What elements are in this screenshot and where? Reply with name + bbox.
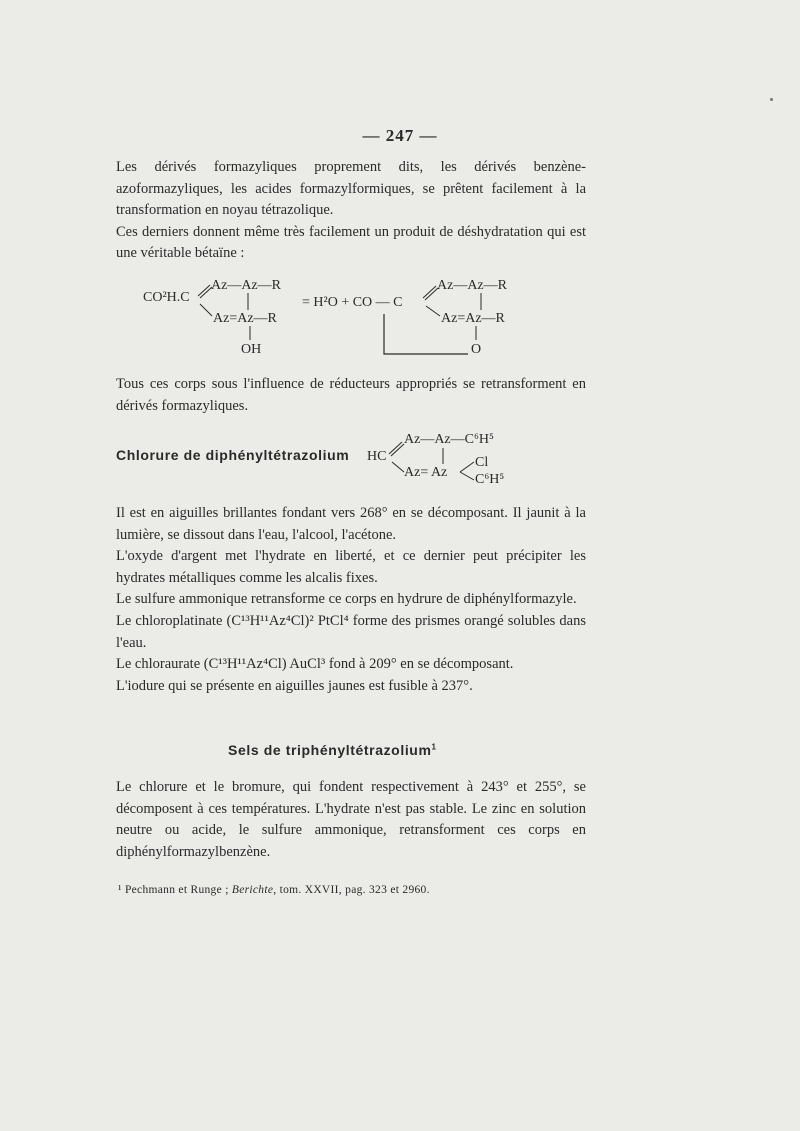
paragraph-sels [116, 777, 586, 863]
paragraph-7: Le chloroplatinate (C¹³H¹¹Az⁴Cl)² PtCl⁴ forme des prismes orangé solubles dans l'eau. [116, 612, 586, 651]
formula-equals: = H²O + CO — C [302, 295, 403, 310]
heading-chlorure: Chlorure de diphényltétrazolium [116, 447, 350, 463]
formula-prefix: CO²H.C [143, 290, 190, 305]
chlorure-top: Az—Az—C⁶H⁵ [404, 432, 494, 447]
formula-top-left: Az—Az—R [211, 278, 281, 293]
chlorure-c6h5: C⁶H⁵ [475, 472, 505, 487]
paragraph-10: Le chlorure et le bromure, qui fondent respectivement à 243° et 255°, se décomposent à ces températures. L'hydrate n'est pas stable. Le zinc en solution neutre ou acide, le sulfure ammonique, retransforment ces corps en diphénylformazylbenzène. [116, 779, 586, 860]
formula-bottom-left: Az=Az—R [213, 311, 277, 326]
heading-sels-text: Sels de triphényltétrazolium [228, 742, 432, 758]
paragraph-5: L'oxyde d'argent met l'hydrate en liberté, et ce dernier peut précipiter les hydrates métalliques comme les alcalis fixes. [116, 548, 586, 586]
paragraph-8: Le chloraurate (C¹³H¹¹Az⁴Cl) AuCl³ fond à 209° en se décomposant. [116, 656, 514, 673]
footnote-journal: Berichte [231, 884, 274, 896]
formula-bottom-right: Az=Az—R [441, 311, 505, 326]
chlorure-cl: Cl [475, 455, 489, 470]
chlorure-prefix: HC [367, 449, 387, 464]
paragraph-2: Ces derniers donnent même très facilement un produit de déshydratation qui est une véritable bétaïne : [116, 223, 586, 262]
footnote-ref: 1 [431, 742, 437, 752]
formula-o: O [471, 342, 482, 357]
page-number: — 247 — [362, 126, 438, 145]
paragraph-9: L'iodure qui se présente en aiguilles jaunes est fusible à 237°. [116, 677, 473, 694]
heading-sels [228, 742, 437, 758]
formula-oh: OH [241, 342, 262, 357]
footnote-authors: Pechmann et Runge ; [124, 884, 232, 896]
formula-top-right: Az—Az—R [437, 278, 507, 293]
footnote [118, 884, 430, 896]
paragraph-3: Tous ces corps sous l'influence de réducteurs appropriés se retransforment en dérivés formazyliques. [116, 376, 586, 414]
paragraph-6: Le sulfure ammonique retransforme ce corps en hydrure de diphénylformazyle. [116, 591, 577, 608]
paragraph-1: Les dérivés formazyliques proprement dits, les dérivés benzène-azoformazyliques, les acides formazylformiques, se prêtent facilement à la transformation en noyau tétrazolique. [116, 159, 586, 219]
footnote-mark: ¹ [118, 884, 122, 896]
chlorure-bottom: Az= Az [404, 465, 448, 480]
paragraph-4: Il est en aiguilles brillantes fondant vers 268° en se décomposant. Il jaunit à la lumière, se dissout dans l'eau, l'alcool, l'acétone. [116, 505, 586, 543]
paragraph-chlorure-props [116, 503, 586, 697]
footnote-reference: , tom. XXVII, pag. 323 et 2960. [273, 884, 430, 896]
